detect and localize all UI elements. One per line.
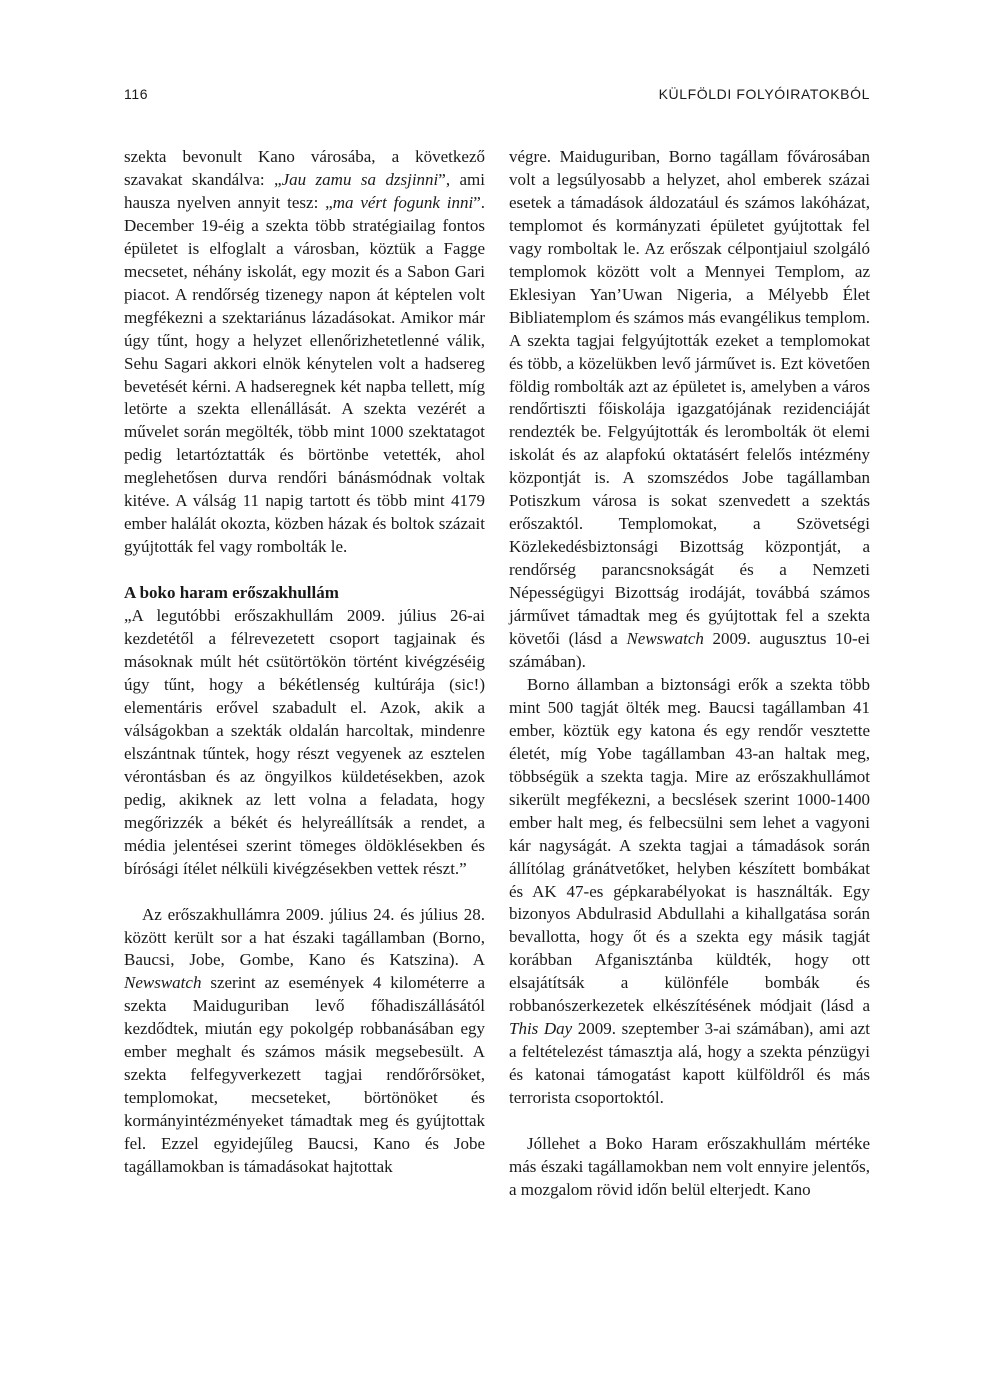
paragraph: Jóllehet a Boko Haram erőszakhullám mértéke más északi tagállamokban nem volt ennyire jelentős, a mozgalom rövid időn belül elterjedt. Kano (509, 1134, 870, 1199)
paragraph (509, 146, 870, 674)
paragraph (124, 146, 485, 559)
text-run: 2009. augusztus 10-ei számában). (509, 629, 870, 671)
text-run: Borno államban a biztonsági erők a szekta több mint 500 tagját ölték meg. Baucsi tagállamban 41 ember, köztük egy katona és egy rendőr vesztette életét, míg Yobe tagállamban 43-an haltak meg, többségük a szekta tagja. Mire az erőszakhullámot sikerült megfékezni, a becslések szerint 1000-1400 ember halt meg, és felbecsülni sem lehet a vagyoni kár nagyságát. A szekta tagjai a támadások során állítólag gránátvetőket, helyben készített bombákat és AK 47-es gépkarabélyokat is használták. Egy bizonyos Abdulrasid Abdullahi a kihallgatása során bevallotta, hogy őt és a szekta egy másik tagját korábban Afganisztánba küldték, hogy ott elsajátítsák a különféle bombák és robbanószerkezetek elkészítésének módjait (lásd a (509, 674, 870, 1016)
paragraph-gap (124, 881, 485, 904)
text-run: ”. December 19-éig a szekta több stratégiailag fontos épületet is elfoglalt a városban, köztük a Fagge mecsetet, néhány iskolát, egy mozit és a Sabon Gari piacot. A rendőrség tizenegy napon át képtelen volt megfékezni a szektariánus lázadásokat. Amikor már úgy tűnt, hogy a helyzet ellenőrizhetetlenné válik, Sehu Sagari akkori elnök kénytelen volt a hadsereg bevetését kérni. A hadseregnek két napba tellett, míg letörte a szekta ellenállását. A szekta vezérét a művelet során megölték, több mint 1000 szektatagot pedig letartóztatták és börtönbe vetették, ahol meglehetősen durva rendőri bánásmódnak voltak kitéve. A válság 11 napig tartott és több mint 4179 ember halálát okozta, közben házak és boltok százait gyújtották fel vagy rombolták le. (124, 192, 485, 557)
right-column (509, 146, 870, 1202)
paragraph-gap (509, 1110, 870, 1133)
paragraph (509, 674, 870, 1110)
italic-phrase: This Day (509, 1019, 573, 1039)
paragraph (124, 904, 485, 1179)
paragraph-gap (124, 559, 485, 582)
italic-phrase: Newswatch (626, 629, 704, 649)
text-run: szekta bevonult Kano városába, a következő szavakat skandálva: „ (124, 147, 485, 189)
text-run: 2009. szeptember 3-ai számában), ami azt a feltételezést támasztja alá, hogy a szekta pénzügyi és katonai támogatást kapott külföldről és más terrorista csoportoktól. (509, 1019, 870, 1108)
section-heading: A boko haram erőszakhullám (124, 583, 339, 603)
text-run: ”, ami hausza nyelven annyit tesz: „ (124, 169, 485, 212)
italic-phrase: Newswatch (124, 973, 202, 993)
text-run: végre. Maiduguriban, Borno tagállam fővárosában volt a legsúlyosabb a helyzet, ahol emberek százai esetek a támadások áldozatául és számos lakóházat, templomot és kormányzati épületet gyújtottak fel vagy romboltak le. Az erőszak célpontjaiul szolgáló templomok között volt a Mennyei Templom, az Eklesiyan Yan’Uwan Nigeria, a Mélyebb Élet Bibliatemplom és számos más evangélikus templom. A szekta tagjai felgyújtották ezeket a templomokat és több, a közelükben levő járművet is. Ezt követően földig rombolták azt az épületet is, amelyben a város rendőrtiszti főiskolája igazgatójának rezidenciáját rendezték be. Felgyújtották és lerombolták öt elemi iskolát és az alapfokú oktatásért felelős intézmény központját is. A szomszédos Jobe tagállamban Potiszkum városa is sokat szenvedett a szektás erőszaktól. Templomokat, a Szövetségi Közlekedésbiztonsági Bizottság központját, a rendőrség parancsnokságát és a Nemzeti Népességügyi Bizottság irodáját, továbbá számos járművet támadtak meg és gyújtottak fel a szekta követői (lásd a (509, 147, 870, 649)
italic-phrase: Jau zamu sa dzsjinni (281, 169, 439, 189)
text-run: szerint az események 4 kilométerre a szekta Maiduguriban levő főhadiszállásától kezdődtek, miután egy pokolgép robbanásában egy ember meghalt és számos másik megsebesült. A szekta felfegyverkezett tagjai rendőrőrsöket, templomokat, mecseteket, börtönöket és kormányintézményeket támadtak meg és gyújtottak fel. Ezzel egyidejűleg Baucsi, Kano és Jobe tagállamokban is támadásokat hajtottak (124, 973, 485, 1177)
page-number: 116 (124, 86, 149, 102)
page-header (124, 86, 870, 108)
block-quote: „A legutóbbi erőszakhullám 2009. július 26-ai kezdetétől a félrevezetett csoport tagjainak és másoknak múlt hét csütörtökön történt kivégzéséig úgy tűnt, hogy a békétlenség kultúrája (sic!) elementáris erővel szabadult el. Azok, akik a válságokban a szekták oldalán harcoltak, mindenre elszántnak tűntek, hogy részt vegyenek az esztelen vérontásban és az öngyilkos küldetésekben, azok pedig, akiknek az lett volna a feladata, hogy megőrizzék a békét és helyreállítsák a rendet, a média jelentései szerint tömeges öldöklésekben és bírósági ítélet nélküli kivégzésekben vettek részt.” (124, 606, 485, 878)
running-title: KÜLFÖLDI FOLYÓIRATOKBÓL (658, 86, 870, 102)
text-run: Az erőszakhullámra 2009. július 24. és július 28. között került sor a hat északi tagállamban (Borno, Baucsi, Jobe, Gombe, Kano és Katszina). A (124, 904, 485, 970)
left-column (124, 146, 485, 1179)
italic-phrase: ma vért fogunk inni (332, 192, 474, 212)
